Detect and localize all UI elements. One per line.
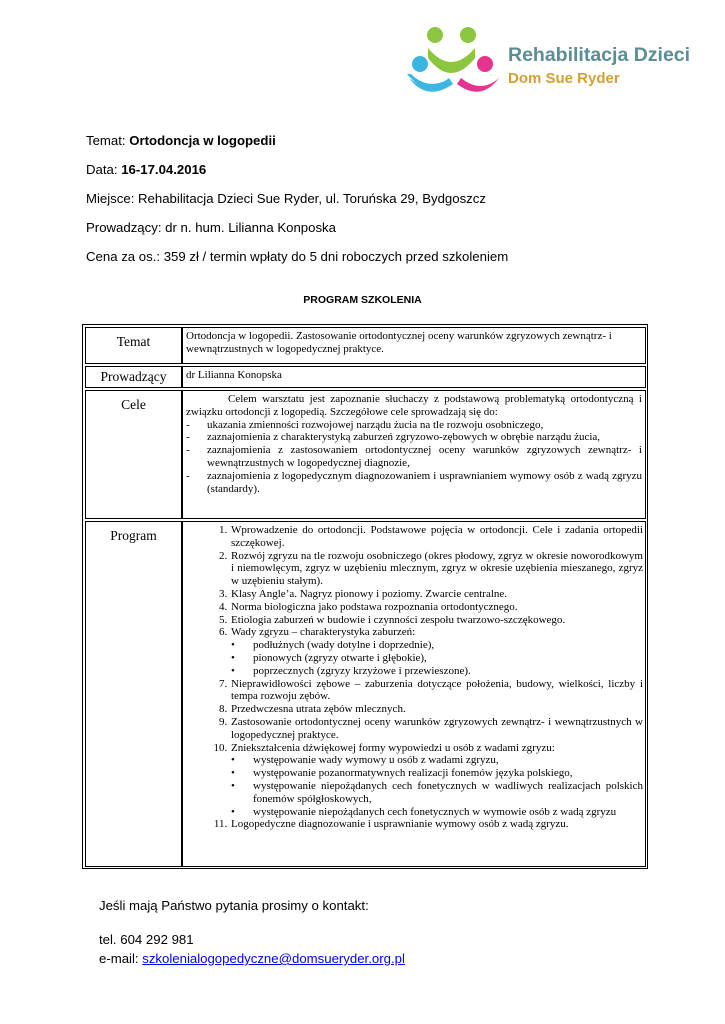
email-label: e-mail: [99,951,143,966]
info-price: Cena za os.: 359 zł / termin wpłaty do 5 dni roboczych przed szkoleniem [86,249,509,264]
row-label-topic: Temat [85,327,182,364]
goal-item: - zaznajomienia z charakterystyką zaburzeń zgryzowo-zębowych w obrębie narządu żucia, [186,431,642,444]
row-label-host: Prowadzący [85,366,182,388]
email-link[interactable]: szkolenialogopedyczne@domsueryder.org.pl [142,951,405,966]
contact-intro: Jeśli mają Państwo pytania prosimy o kontakt: [99,898,369,913]
program-subitem: • pionowych (zgryzy otwarte i głębokie), [253,652,643,665]
program-table [82,324,648,869]
children-figures-logo-icon [405,22,505,100]
info-host: Prowadzący: dr n. hum. Lilianna Konposka [86,220,336,235]
program-list [186,524,643,831]
program-subitem: • występowanie pozanormatywnych realizacji fonemów języka polskiego, [253,767,643,780]
program-subitem: • występowanie niepożądanych cech fonetycznych w wymowie osób z wadą zgryzu [253,806,643,819]
row-value-topic: Ortodoncja w logopedii. Zastosowanie ortodontycznej oceny warunków zgryzowych zewnątrz- i wewnątrzustnych w logopedycznej praktyce. [182,327,646,364]
info-place: Miejsce: Rehabilitacja Dzieci Sue Ryder, ul. Toruńska 29, Bydgoszcz [86,191,486,206]
info-topic [86,133,276,148]
logo-subtitle: Dom Sue Ryder [508,70,620,87]
logo-title: Rehabilitacja Dzieci [508,44,691,66]
program-sublist [231,639,643,677]
topic-value: Ortodoncja w logopedii [129,133,276,148]
topic-label: Temat: [86,133,130,148]
program-subitem: • występowanie niepożądanych cech fonetycznych w wadliwych realizacjach polskich fonemów spółgłoskowych, [253,780,643,806]
row-value-program [182,521,646,867]
date-value: 16-17.04.2016 [121,162,207,177]
program-heading: PROGRAM SZKOLENIA [303,294,422,306]
program-item-text: Wady zgryzu – charakterystyka zaburzeń: [231,626,416,639]
program-item: 8. Przedwczesna utrata zębów mlecznych. [230,703,643,716]
program-item: 5. Etiologia zaburzeń w budowie i czynności zespołu twarzowo-szczękowego. [230,614,643,627]
row-value-goals [182,390,646,519]
contact-email-line [99,951,405,966]
row-value-host: dr Lilianna Konopska [182,366,646,388]
date-label: Data: [86,162,122,177]
goal-item: - zaznajomienia z zastosowaniem ortodontycznej oceny warunków zgryzowych zewnątrz- i wewnątrzustnych w logopedycznej diagnozie, [186,444,642,470]
program-item [230,626,643,677]
organization-logo [405,22,705,100]
program-sublist [231,754,643,818]
program-item: 3. Klasy Angle’a. Nagryz pionowy i poziomy. Zwarcie centralne. [230,588,643,601]
program-item: 2. Rozwój zgryzu na tle rozwoju osobniczego (okres płodowy, zgryz w okresie noworodkowym i niemowlęcym, zgryz w uzębieniu mlecznym, zgryz w okresie uzębienia mieszanego, zgryz w uzębieniu stałym). [230,550,643,588]
program-item: 11. Logopedyczne diagnozowanie i usprawnianie wymowy osób z wadą zgryzu. [230,818,643,831]
info-date [86,162,206,177]
program-item: 9. Zastosowanie ortodontycznej oceny warunków zgryzowych zewnątrz- i wewnątrzustnych w logopedycznej praktyce. [230,716,643,742]
goal-item: - zaznajomienia z logopedycznym diagnozowaniem i usprawnianiem wymowy osób z wadą zgryzu (standardy). [186,470,642,496]
goal-item: - ukazania zmienności rozwojowej narządu żucia na tle rozwoju osobniczego, [186,419,642,432]
contact-phone: tel. 604 292 981 [99,932,194,947]
program-item: 1. Wprowadzenie do ortodoncji. Podstawowe pojęcia w ortodoncji. Cele i zadania ortopedii szczękowej. [230,524,643,550]
program-item: 7. Nieprawidłowości zębowe – zaburzenia dotyczące położenia, budowy, wielkości, liczby i tempa rozwoju zębów. [230,678,643,704]
program-item-text: Zniekształcenia dźwiękowej formy wypowiedzi u osób z wadami zgryzu: [231,741,555,754]
goals-intro: Celem warsztatu jest zapoznanie słuchaczy z podstawową problematyką ortodontyczną i związku ortodoncji z logopedią. Szczegółowe cele sprowadzają się do: [186,393,642,418]
program-item [230,742,643,819]
program-subitem: • poprzecznych (zgryzy krzyżowe i przewieszone). [253,665,643,678]
row-label-program: Program [85,521,182,867]
program-subitem: • podłużnych (wady dotylne i doprzednie), [253,639,643,652]
row-label-goals: Cele [85,390,182,519]
program-subitem: • występowanie wady wymowy u osób z wadami zgryzu, [253,754,643,767]
program-item: 4. Norma biologiczna jako podstawa rozpoznania ortodontycznego. [230,601,643,614]
